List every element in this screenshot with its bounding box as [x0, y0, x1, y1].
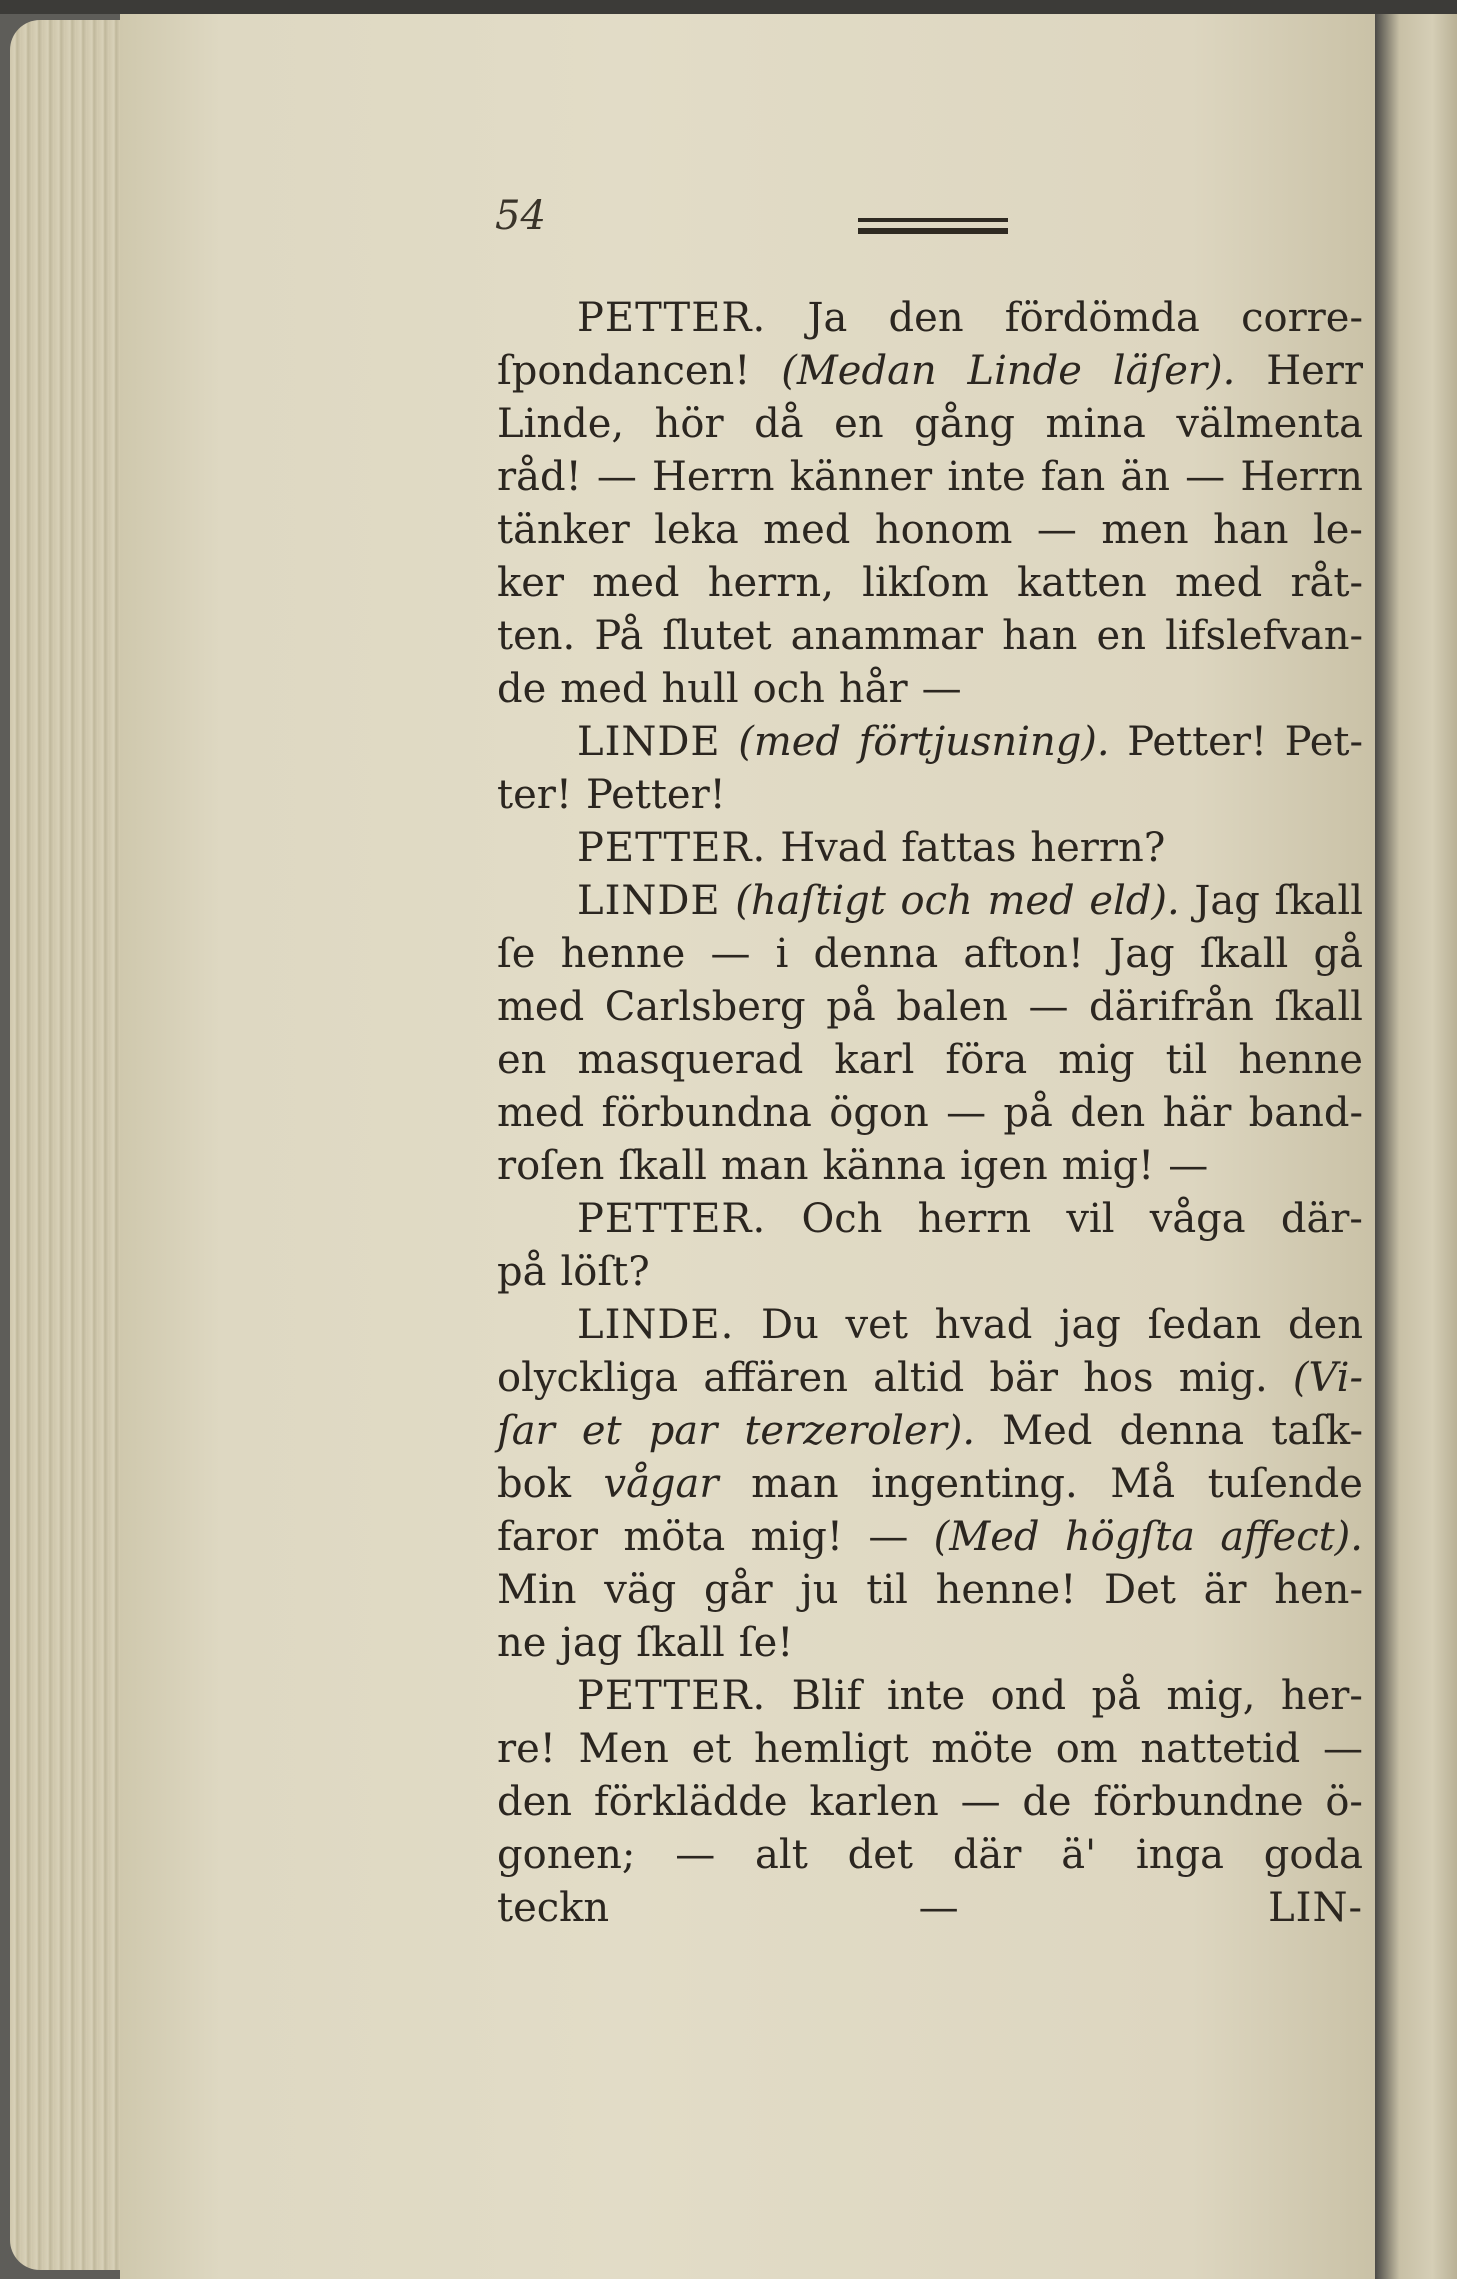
- text-word: —: [1185, 454, 1226, 500]
- text-word: —: [1168, 1143, 1209, 1189]
- text-word: man: [720, 1143, 809, 1189]
- text-word: karl: [834, 1037, 915, 1083]
- text-line: [497, 292, 1363, 345]
- text-word: därifrån: [1089, 984, 1254, 1030]
- text-word: —: [675, 1832, 716, 1878]
- text-line: [497, 1087, 1363, 1140]
- text-word: mig,: [1166, 1673, 1256, 1719]
- text-line: [497, 1882, 1363, 1935]
- text-word: på: [826, 984, 876, 1030]
- text-word: Ja: [807, 295, 848, 341]
- text-word: herrn?: [1030, 825, 1166, 871]
- text-word: inte: [947, 454, 1026, 500]
- text-line: [497, 1246, 1363, 1299]
- text-word: henne: [560, 931, 686, 977]
- text-word: terzeroler).: [744, 1408, 976, 1454]
- text-word: med: [763, 507, 851, 553]
- text-word: om: [1055, 1726, 1118, 1772]
- text-word: i: [775, 931, 789, 977]
- text-line: [497, 345, 1363, 398]
- text-word: Du: [761, 1302, 819, 1348]
- text-line: [497, 981, 1363, 1034]
- text-word: Petter!: [1127, 719, 1268, 765]
- text-word: jag: [560, 1620, 623, 1666]
- text-word: Carlsberg: [604, 984, 806, 1030]
- text-word: med: [592, 560, 680, 606]
- text-word: fattas: [901, 825, 1017, 871]
- text-word: välmenta: [1176, 401, 1363, 447]
- text-word: Jag: [1109, 931, 1175, 977]
- text-word: ond: [990, 1673, 1067, 1719]
- text-line: [497, 875, 1363, 928]
- text-line: [497, 1670, 1363, 1723]
- text-word: löſt?: [560, 1249, 650, 1295]
- text-word: på: [497, 1249, 547, 1295]
- text-line: [497, 451, 1363, 504]
- text-word: herrn: [917, 1196, 1032, 1242]
- text-word: ä': [1061, 1832, 1097, 1878]
- text-word: PETTER.: [577, 1196, 767, 1242]
- text-word: högſta: [1064, 1514, 1195, 1560]
- book-gutter: [1375, 0, 1457, 2279]
- text-word: man: [751, 1461, 839, 1507]
- text-word: han: [1002, 613, 1078, 659]
- text-word: vil: [1066, 1196, 1115, 1242]
- text-word: ſe: [497, 931, 536, 977]
- text-word: PETTER.: [577, 825, 767, 871]
- text-word: de: [1022, 1779, 1072, 1825]
- page-text: [497, 292, 1363, 1935]
- text-line: [497, 1617, 1363, 1670]
- text-word: bok: [497, 1461, 571, 1507]
- text-word: —: [921, 666, 962, 712]
- text-word: likſom: [862, 560, 989, 606]
- text-word: karlen: [809, 1779, 939, 1825]
- text-word: känna: [822, 1143, 946, 1189]
- text-word: Med: [1002, 1408, 1093, 1454]
- text-word: ſkall: [1274, 878, 1363, 924]
- text-word: til: [866, 1567, 908, 1613]
- text-word: här: [1162, 1090, 1232, 1136]
- text-word: LIN-: [1268, 1885, 1363, 1931]
- text-line: [497, 398, 1363, 451]
- text-word: ögon: [829, 1090, 929, 1136]
- text-word: mig!: [1061, 1143, 1155, 1189]
- text-word: ten.: [497, 613, 576, 659]
- text-word: ſpondancen!: [497, 348, 751, 394]
- text-word: läſer).: [1112, 348, 1236, 394]
- text-word: affect).: [1220, 1514, 1363, 1560]
- text-word: denna: [1119, 1408, 1245, 1454]
- text-word: ſkall: [1199, 931, 1289, 977]
- text-word: taſk-: [1271, 1408, 1363, 1454]
- text-word: inte: [886, 1673, 966, 1719]
- text-word: fördömda: [1004, 295, 1200, 341]
- text-word: vågar: [603, 1461, 719, 1507]
- text-word: (haſtigt: [735, 878, 886, 924]
- text-word: (Vi-: [1292, 1355, 1363, 1401]
- text-line: [497, 1352, 1363, 1405]
- text-word: goda: [1263, 1832, 1363, 1878]
- text-word: våga: [1149, 1196, 1246, 1242]
- text-word: Herrn: [1240, 454, 1363, 500]
- text-word: —: [1322, 1726, 1363, 1772]
- text-word: (med: [738, 719, 842, 765]
- text-word: band-: [1248, 1090, 1363, 1136]
- text-word: —: [596, 454, 637, 500]
- text-word: ſkall: [618, 1143, 707, 1189]
- text-word: föra: [945, 1037, 1028, 1083]
- text-word: —: [868, 1514, 909, 1560]
- text-word: än: [1120, 454, 1170, 500]
- text-word: PETTER.: [577, 1673, 767, 1719]
- text-word: hör: [654, 401, 724, 447]
- text-word: Jag: [1194, 878, 1260, 924]
- text-line: [497, 1776, 1363, 1829]
- text-line: [497, 557, 1363, 610]
- text-line: [497, 928, 1363, 981]
- text-line: [497, 822, 1363, 875]
- text-word: mina: [1045, 401, 1146, 447]
- header-ornament: [858, 218, 1008, 234]
- text-line: [497, 1299, 1363, 1352]
- text-line: [497, 1829, 1363, 1882]
- text-word: —: [710, 931, 751, 977]
- text-word: le-: [1312, 507, 1363, 553]
- text-word: Och: [801, 1196, 883, 1242]
- text-word: re!: [497, 1726, 556, 1772]
- text-word: afton!: [963, 931, 1085, 977]
- text-word: förbundna: [601, 1090, 812, 1136]
- text-word: hår: [838, 666, 908, 712]
- text-line: [497, 1511, 1363, 1564]
- text-word: ſkall: [636, 1620, 725, 1666]
- text-word: Må: [1110, 1461, 1176, 1507]
- text-word: igen: [959, 1143, 1048, 1189]
- text-word: Pet-: [1284, 719, 1363, 765]
- text-word: Linde,: [497, 401, 625, 447]
- text-word: på: [1091, 1673, 1141, 1719]
- text-word: —: [918, 1885, 959, 1931]
- text-word: olyckliga: [497, 1355, 679, 1401]
- text-word: ſar: [497, 1408, 555, 1454]
- text-word: den: [497, 1779, 573, 1825]
- text-line: [497, 610, 1363, 663]
- text-word: altid: [873, 1355, 965, 1401]
- text-word: förbundne: [1093, 1779, 1304, 1825]
- text-word: hos: [1083, 1355, 1154, 1401]
- text-word: balen: [896, 984, 1008, 1030]
- text-word: Linde: [967, 348, 1082, 394]
- text-word: (Med: [933, 1514, 1040, 1560]
- text-word: herrn,: [707, 560, 834, 606]
- text-line: [497, 1723, 1363, 1776]
- text-word: ö-: [1325, 1779, 1363, 1825]
- text-word: ker: [497, 560, 565, 606]
- text-word: honom: [874, 507, 1013, 553]
- scanner-edge: [0, 0, 1457, 14]
- text-word: LINDE: [577, 719, 721, 765]
- text-line: [497, 1034, 1363, 1087]
- text-word: tuſende: [1207, 1461, 1363, 1507]
- text-word: leka: [654, 507, 739, 553]
- text-line: [497, 1405, 1363, 1458]
- text-word: katten: [1017, 560, 1147, 606]
- text-word: med: [560, 666, 648, 712]
- text-word: nattetid: [1140, 1726, 1301, 1772]
- text-word: ne: [497, 1620, 547, 1666]
- text-word: en: [834, 401, 884, 447]
- text-word: et: [691, 1726, 732, 1772]
- text-word: med: [497, 1090, 585, 1136]
- text-word: ter!: [497, 772, 572, 818]
- text-word: den: [1287, 1302, 1363, 1348]
- text-word: ſkall: [1274, 984, 1363, 1030]
- text-line: [497, 1564, 1363, 1617]
- text-word: de: [497, 666, 547, 712]
- text-word: ſe!: [738, 1620, 794, 1666]
- text-word: Herr: [1266, 348, 1363, 394]
- text-word: jag: [1059, 1302, 1121, 1348]
- text-word: —: [946, 1090, 987, 1136]
- text-word: —: [1036, 507, 1077, 553]
- text-word: Herrn: [652, 454, 775, 500]
- text-word: affären: [703, 1355, 848, 1401]
- text-word: Petter!: [585, 772, 726, 818]
- text-word: anammar: [790, 613, 983, 659]
- text-word: PETTER.: [577, 295, 767, 341]
- text-word: möte: [931, 1726, 1034, 1772]
- text-word: Hvad: [780, 825, 888, 871]
- text-word: hemligt: [753, 1726, 909, 1772]
- text-word: han: [1213, 507, 1289, 553]
- text-line: [497, 769, 1363, 822]
- text-word: känner: [789, 454, 933, 500]
- text-word: corre-: [1241, 295, 1363, 341]
- text-word: mig!: [750, 1514, 843, 1560]
- text-word: til: [1165, 1037, 1208, 1083]
- text-word: lifslefvan-: [1165, 613, 1363, 659]
- text-word: ingenting.: [871, 1461, 1078, 1507]
- text-word: möta: [623, 1514, 726, 1560]
- text-word: eld).: [1089, 878, 1180, 924]
- text-word: —: [960, 1779, 1001, 1825]
- text-word: —: [1028, 984, 1069, 1030]
- text-word: ſlutet: [662, 613, 772, 659]
- text-line: [497, 716, 1363, 769]
- text-word: med: [1174, 560, 1263, 606]
- text-word: tänker: [497, 507, 630, 553]
- text-word: par: [648, 1408, 718, 1454]
- text-word: där-: [1280, 1196, 1363, 1242]
- text-word: LINDE: [577, 878, 721, 924]
- text-word: inga: [1135, 1832, 1224, 1878]
- text-line: [497, 1140, 1363, 1193]
- text-word: Det: [1104, 1567, 1176, 1613]
- text-word: faror: [497, 1514, 598, 1560]
- text-word: där: [952, 1832, 1022, 1878]
- text-word: fan: [1040, 454, 1106, 500]
- text-word: gå: [1313, 931, 1363, 977]
- text-word: gonen;: [497, 1832, 636, 1878]
- text-word: ſedan: [1147, 1302, 1262, 1348]
- text-word: roſen: [497, 1143, 605, 1189]
- text-word: gång: [914, 401, 1015, 447]
- text-word: med: [497, 984, 585, 1030]
- text-word: Blif: [791, 1673, 862, 1719]
- text-word: en: [497, 1037, 547, 1083]
- text-word: går: [704, 1567, 773, 1613]
- text-word: förtjusning).: [858, 719, 1110, 765]
- text-word: och: [752, 666, 825, 712]
- text-word: Min: [497, 1567, 577, 1613]
- text-line: [497, 1193, 1363, 1246]
- text-word: den: [888, 295, 964, 341]
- text-line: [497, 504, 1363, 557]
- text-line: [497, 1458, 1363, 1511]
- text-line: [497, 663, 1363, 716]
- text-word: förklädde: [593, 1779, 788, 1825]
- text-word: hen-: [1274, 1567, 1363, 1613]
- text-word: denna: [813, 931, 939, 977]
- text-word: råt-: [1290, 560, 1363, 606]
- text-word: teckn: [497, 1885, 610, 1931]
- page-number: 54: [495, 193, 546, 239]
- text-word: på: [1003, 1090, 1053, 1136]
- text-word: då: [754, 401, 804, 447]
- text-word: det: [847, 1832, 913, 1878]
- text-word: her-: [1280, 1673, 1363, 1719]
- text-word: råd!: [497, 454, 582, 500]
- text-word: men: [1101, 507, 1189, 553]
- text-word: väg: [604, 1567, 677, 1613]
- text-word: masquerad: [577, 1037, 804, 1083]
- text-word: Men: [578, 1726, 669, 1772]
- text-word: mig.: [1178, 1355, 1268, 1401]
- text-word: henne!: [935, 1567, 1077, 1613]
- text-word: en: [1096, 613, 1146, 659]
- text-word: henne: [1238, 1037, 1363, 1083]
- text-word: mig: [1058, 1037, 1135, 1083]
- text-word: och: [900, 878, 973, 924]
- text-word: et: [581, 1408, 622, 1454]
- text-word: med: [987, 878, 1075, 924]
- text-word: (Medan: [781, 348, 937, 394]
- text-word: ju: [800, 1567, 839, 1613]
- text-word: LINDE.: [577, 1302, 735, 1348]
- text-word: är: [1203, 1567, 1247, 1613]
- text-word: hvad: [934, 1302, 1033, 1348]
- text-word: På: [594, 613, 644, 659]
- text-word: alt: [755, 1832, 808, 1878]
- text-word: hull: [661, 666, 739, 712]
- text-word: den: [1070, 1090, 1146, 1136]
- text-word: vet: [845, 1302, 908, 1348]
- text-word: bär: [989, 1355, 1058, 1401]
